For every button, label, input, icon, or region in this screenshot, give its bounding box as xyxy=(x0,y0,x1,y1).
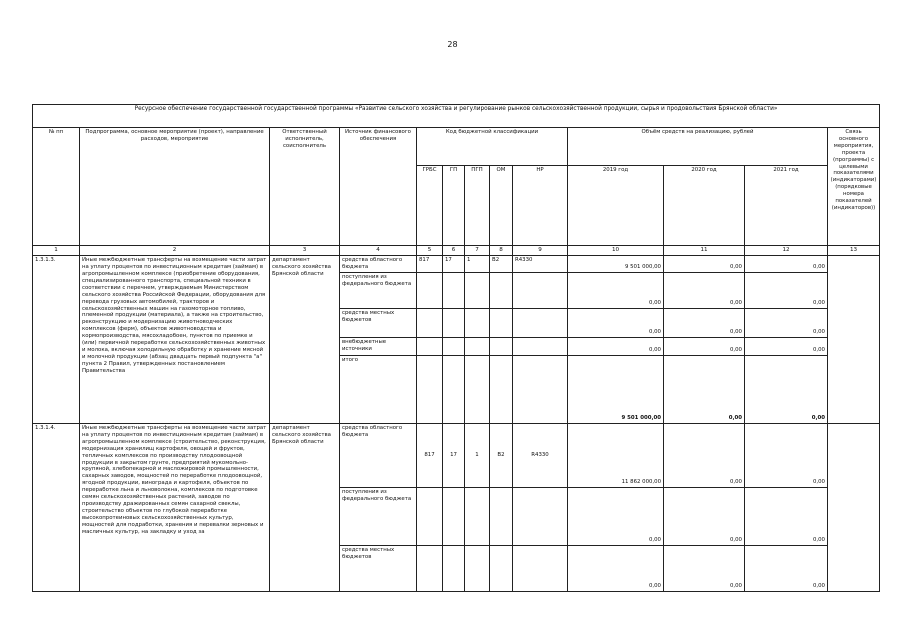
column-number: 1 xyxy=(33,246,80,256)
value-2020: 0,00 xyxy=(664,545,745,591)
table-row xyxy=(33,256,880,273)
value-2019: 9 501 000,00 xyxy=(568,355,664,423)
code-nr: R4330 xyxy=(513,423,568,487)
value-2021: 0,00 xyxy=(745,256,828,273)
header-executor: Ответственный исполнитель, соисполнитель xyxy=(270,128,340,246)
code-pgp xyxy=(465,272,490,308)
row-executor: департамент сельского хозяйства Брянской области xyxy=(270,423,340,591)
code-grbs: 817 xyxy=(417,256,443,273)
row-executor: департамент сельского хозяйства Брянской области xyxy=(270,256,340,424)
code-om xyxy=(490,272,513,308)
value-2020: 0,00 xyxy=(664,337,745,355)
code-pgp xyxy=(465,308,490,337)
code-pgp xyxy=(465,337,490,355)
code-nr xyxy=(513,308,568,337)
source-name: средства областного бюджета xyxy=(340,423,417,487)
value-2020: 0,00 xyxy=(664,487,745,545)
code-nr xyxy=(513,272,568,308)
code-nr xyxy=(513,545,568,591)
header-2020: 2020 год xyxy=(664,166,745,246)
value-2019: 9 501 000,00 xyxy=(568,256,664,273)
table-row xyxy=(33,423,880,487)
code-grbs xyxy=(417,545,443,591)
code-grbs: 817 xyxy=(417,423,443,487)
header-npp: № пп xyxy=(33,128,80,246)
source-name: средства областного бюджета xyxy=(340,256,417,273)
code-gp: 17 xyxy=(443,423,465,487)
header-subprogram: Подпрограмма, основное мероприятие (проект), направление расходов, мероприятие xyxy=(80,128,270,246)
row-description xyxy=(80,256,270,424)
header-source: Источник финансового обеспечения xyxy=(340,128,417,246)
source-name: внебюджетные источники xyxy=(340,337,417,355)
row-link xyxy=(828,256,880,424)
source-name: средства местных бюджетов xyxy=(340,308,417,337)
value-2021: 0,00 xyxy=(745,272,828,308)
code-gp xyxy=(443,308,465,337)
header-link: Связь основного мероприятия, проекта (программы) с целевыми показателями (индикаторами) (порядковые номера показателей (индикаторов)) xyxy=(828,128,880,246)
code-om: В2 xyxy=(490,423,513,487)
source-name: поступления из федерального бюджета xyxy=(340,272,417,308)
code-gp xyxy=(443,487,465,545)
code-om xyxy=(490,337,513,355)
code-nr xyxy=(513,355,568,423)
header-grbs: ГРБС xyxy=(417,166,443,246)
code-pgp: 1 xyxy=(465,256,490,273)
column-number: 5 xyxy=(417,246,443,256)
row-number: 1.3.1.4. xyxy=(33,423,80,591)
value-2021: 0,00 xyxy=(745,355,828,423)
row-number: 1.3.1.3. xyxy=(33,256,80,424)
source-name: поступления из федерального бюджета xyxy=(340,487,417,545)
value-2021: 0,00 xyxy=(745,337,828,355)
column-number: 13 xyxy=(828,246,880,256)
header-om: ОМ xyxy=(490,166,513,246)
column-number: 9 xyxy=(513,246,568,256)
value-2021: 0,00 xyxy=(745,423,828,487)
resource-table xyxy=(32,104,880,592)
value-2019: 0,00 xyxy=(568,308,664,337)
code-pgp xyxy=(465,487,490,545)
code-grbs xyxy=(417,487,443,545)
column-number: 6 xyxy=(443,246,465,256)
header-2021: 2021 год xyxy=(745,166,828,246)
code-gp xyxy=(443,355,465,423)
code-gp xyxy=(443,545,465,591)
column-number: 11 xyxy=(664,246,745,256)
value-2021: 0,00 xyxy=(745,308,828,337)
code-nr xyxy=(513,337,568,355)
column-number: 3 xyxy=(270,246,340,256)
code-nr: R4330 xyxy=(513,256,568,273)
value-2019: 0,00 xyxy=(568,487,664,545)
column-number: 2 xyxy=(80,246,270,256)
source-name: средства местных бюджетов xyxy=(340,545,417,591)
code-om xyxy=(490,355,513,423)
row-description-text: Иные межбюджетные трансферты на возмещение части затрат на уплату процентов по инвестиционным кредитам (займам) в агропромышленном комплексе (приобретение оборудования, специализированного транспорта, специальной техники в соответствии с перечнем, утверждаемым Министерством сельского хозяйства Российской Федерации, оборудования для перевода грузовых автомобилей, тракторов и сельскохозяйственных машин на газомоторное топливо, племенной продукции (материала), а также на строительство, реконструкцию и модернизацию животноводческих комплексов (ферм), объектов животноводства и кормопроизводства, мясохладобоен, пунктов по приемке и (или) первичной переработке сельскохозяйственных животных и молока, включая холодильную обработку и хранение мясной и молочной продукции (абзац двадцать первый подпункта "а" пункта 2 Правил, утвержденных постановлением Правительства xyxy=(82,257,267,374)
code-pgp xyxy=(465,545,490,591)
row-description-text: Иные межбюджетные трансферты на возмещение части затрат на уплату процентов по инвестиционным кредитам (займам) в агропромышленном комплексе (строительство, реконструкция, модернизация хранилищ картофеля, овощей и фруктов, тепличных комплексов по производству плодоовощной продукции в закрытом грунте, предприятий мукомольно-крупяной, хлебопекарной и масложировой промышленности, сахарных заводов, мощностей по переработке плодоовощной, ягодной продукции, винограда и картофеля, объектов по переработке льна и льноволокна, комплексов по подготовке семян сельскохозяйственных растений, заводов по производству дражированных семян сахарной свеклы, строительство объектов по глубокой переработке высокопротеиновых сельскохозяйственных культур, мощностей для подработки, хранения и перевалки зерновых и масличных культур, на закладку и уход за xyxy=(82,424,267,535)
header-nr: НР xyxy=(513,166,568,246)
column-number: 12 xyxy=(745,246,828,256)
code-gp xyxy=(443,272,465,308)
value-2020: 0,00 xyxy=(664,423,745,487)
source-name: итого xyxy=(340,355,417,423)
value-2020: 0,00 xyxy=(664,308,745,337)
code-om xyxy=(490,487,513,545)
column-number: 4 xyxy=(340,246,417,256)
value-2019: 0,00 xyxy=(568,272,664,308)
row-link xyxy=(828,423,880,591)
code-grbs xyxy=(417,272,443,308)
header-volume: Объём средств на реализацию, рублей xyxy=(568,128,828,166)
header-pgp: ПГП xyxy=(465,166,490,246)
value-2020: 0,00 xyxy=(664,256,745,273)
code-pgp: 1 xyxy=(465,423,490,487)
code-om xyxy=(490,545,513,591)
value-2020: 0,00 xyxy=(664,355,745,423)
code-om: В2 xyxy=(490,256,513,273)
code-grbs xyxy=(417,337,443,355)
code-pgp xyxy=(465,355,490,423)
code-nr xyxy=(513,487,568,545)
code-om xyxy=(490,308,513,337)
value-2019: 0,00 xyxy=(568,545,664,591)
value-2019: 11 862 000,00 xyxy=(568,423,664,487)
column-number: 10 xyxy=(568,246,664,256)
code-grbs xyxy=(417,355,443,423)
value-2019: 0,00 xyxy=(568,337,664,355)
value-2021: 0,00 xyxy=(745,487,828,545)
value-2020: 0,00 xyxy=(664,272,745,308)
value-2021: 0,00 xyxy=(745,545,828,591)
header-budget-code: Код бюджетной классификации xyxy=(417,128,568,166)
header-2019: 2019 год xyxy=(568,166,664,246)
page-number: 28 xyxy=(447,40,458,49)
column-number: 7 xyxy=(465,246,490,256)
header-gp: ГП xyxy=(443,166,465,246)
code-gp xyxy=(443,337,465,355)
code-grbs xyxy=(417,308,443,337)
code-gp: 17 xyxy=(443,256,465,273)
column-number: 8 xyxy=(490,246,513,256)
table-title: Ресурсное обеспечение государственной государственной программы «Развитие сельского хозяйства и регулирование рынков сельскохозяйственной продукции, сырья и продовольствия Брянской области» xyxy=(33,105,880,128)
row-description xyxy=(80,423,270,591)
